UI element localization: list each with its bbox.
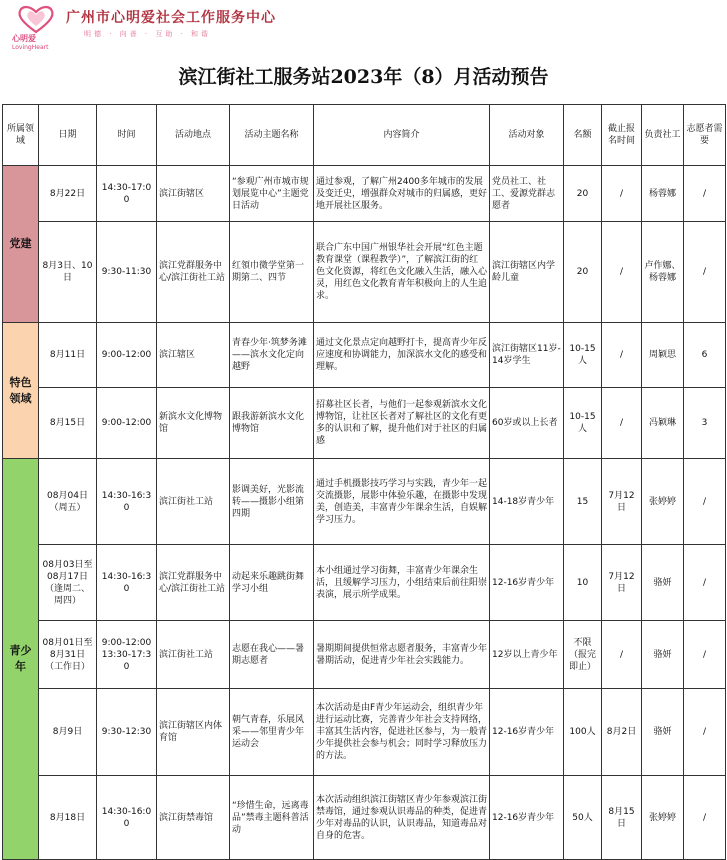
- intro-cell: 本小组通过学习街舞，丰富青少年课余生活，且缓解学习压力，小组结束后前往阳崇表演，展示所学成果。: [314, 545, 490, 621]
- place-cell: 新滨水文化博物馆: [157, 388, 230, 459]
- date-cell: 08月04日（周五）: [39, 459, 97, 545]
- place-cell: 滨江街社工站: [157, 459, 230, 545]
- intro-cell: 暑期期间提供恒常志愿者服务，丰富青少年暑期活动，促进青少年社会实践能力。: [314, 621, 490, 689]
- place-cell: 滨江街辖区: [157, 166, 230, 222]
- table-row: [3, 166, 726, 222]
- time-cell: 14:30-17:00: [97, 166, 157, 222]
- date-cell: 8月18日: [39, 776, 97, 860]
- date-cell: 8月22日: [39, 166, 97, 222]
- worker-cell: 卢作娜、杨蓉娜: [642, 222, 684, 323]
- table-row: [3, 388, 726, 459]
- target-cell: 滨江街辖区11岁-14岁学生: [490, 323, 564, 388]
- time-cell: 9:30-11:30: [97, 222, 157, 323]
- intro-cell: 通过文化景点定向越野打卡，提高青少年反应速度和协调能力，加深滨水文化的感受和理解。: [314, 323, 490, 388]
- time-cell: 9:30-12:30: [97, 689, 157, 776]
- quota-cell: 10: [564, 545, 602, 621]
- quota-cell: 不限（报完即止）: [564, 621, 602, 689]
- worker-cell: 杨蓉娜: [642, 166, 684, 222]
- activity-table: [2, 104, 726, 860]
- column-header: 所属领域: [3, 105, 39, 166]
- volunteers-cell: /: [684, 621, 726, 689]
- table-row: [3, 545, 726, 621]
- target-cell: 党员社工、社工、爱源党群志愿者: [490, 166, 564, 222]
- worker-cell: 张婷婷: [642, 459, 684, 545]
- worker-cell: 冯颖琳: [642, 388, 684, 459]
- table-row: [3, 323, 726, 388]
- table-row: [3, 459, 726, 545]
- intro-cell: 本次活动是由F青少年运动会，组织青少年进行运动比赛，完善青少年社会支持网络，丰富其生活内容，促进社区参与，为一般青少年提供社会参与机会；同时学习释放压力的方法。: [314, 689, 490, 776]
- table-row: [3, 689, 726, 776]
- column-header: 志愿者需要: [684, 105, 726, 166]
- intro-cell: 联合广东中国广州银华社会开展“红色主题教育课堂（课程教学）”，了解滨江街的红色文化资源，将红色文化融入生活，融入心灵，用红色文化教育青年积极向上的人生追求。: [314, 222, 490, 323]
- time-cell: 14:30-16:30: [97, 459, 157, 545]
- theme-cell: “参观广州市城市规划展览中心”主题党日活动: [230, 166, 314, 222]
- page-header: [0, 0, 727, 58]
- category-cell: 党建: [3, 166, 39, 323]
- quota-cell: 20: [564, 222, 602, 323]
- table-row: [3, 776, 726, 860]
- quota-cell: 50人: [564, 776, 602, 860]
- logo: [8, 4, 62, 52]
- volunteers-cell: /: [684, 166, 726, 222]
- deadline-cell: /: [602, 621, 642, 689]
- volunteers-cell: /: [684, 689, 726, 776]
- time-cell: 9:00-12:00: [97, 388, 157, 459]
- deadline-cell: 7月12日: [602, 545, 642, 621]
- volunteers-cell: 3: [684, 388, 726, 459]
- quota-cell: 100人: [564, 689, 602, 776]
- target-cell: 14-18岁青少年: [490, 459, 564, 545]
- column-header: 截止报名时间: [602, 105, 642, 166]
- target-cell: 滨江街辖区内学龄儿童: [490, 222, 564, 323]
- quota-cell: 10-15人: [564, 323, 602, 388]
- table-header-row: [3, 105, 726, 166]
- column-header: 时间: [97, 105, 157, 166]
- intro-cell: 通过参观，了解广州2400多年城市的发展及变迁史，增强群众对城市的归属感，更好地开展社区服务。: [314, 166, 490, 222]
- quota-cell: 15: [564, 459, 602, 545]
- intro-cell: 招募社区长者，与他们一起参观新滨水文化博物馆，让社区长者对了解社区的文化有更多的认识和了解，提升他们对于社区的归属感: [314, 388, 490, 459]
- theme-cell: “珍惜生命，远离毒品”禁毒主题科普活动: [230, 776, 314, 860]
- worker-cell: 骆妍: [642, 621, 684, 689]
- deadline-cell: /: [602, 323, 642, 388]
- time-cell: 14:30-16:00: [97, 776, 157, 860]
- time-cell: 9:00-12:00: [97, 323, 157, 388]
- page-title: 滨江街社工服务站2023年（8）月活动预告: [178, 66, 549, 88]
- category-cell: 青少年: [3, 459, 39, 860]
- column-header: 日期: [39, 105, 97, 166]
- time-cell: 9:00-12:00 13:30-17:30: [97, 621, 157, 689]
- place-cell: 滨江街社工站: [157, 621, 230, 689]
- volunteers-cell: 6: [684, 323, 726, 388]
- quota-cell: 20: [564, 166, 602, 222]
- date-cell: 08月01日至8月31日（工作日）: [39, 621, 97, 689]
- place-cell: 滨江街禁毒馆: [157, 776, 230, 860]
- column-header: 活动对象: [490, 105, 564, 166]
- place-cell: 滨江街辖区内体育馆: [157, 689, 230, 776]
- date-cell: 8月11日: [39, 323, 97, 388]
- column-header: 活动主题名称: [230, 105, 314, 166]
- quota-cell: 10-15人: [564, 388, 602, 459]
- theme-cell: 红領巾微学堂第一期第二、四节: [230, 222, 314, 323]
- category-cell: 特色领域: [3, 323, 39, 459]
- theme-cell: 跟我游新滨水文化博物馆: [230, 388, 314, 459]
- column-header: 活动地点: [157, 105, 230, 166]
- deadline-cell: 7月12日: [602, 459, 642, 545]
- deadline-cell: 8月2日: [602, 689, 642, 776]
- intro-cell: 本次活动组织滨江街辖区青少年参观滨江街禁毒馆，通过参观认识毒品的种类，促进青少年对毒品的认识，认识毒品，知道毒品对自身的危害。: [314, 776, 490, 860]
- worker-cell: 张婷婷: [642, 776, 684, 860]
- theme-cell: 动起来乐趣跳街舞学习小组: [230, 545, 314, 621]
- worker-cell: 骆妍: [642, 545, 684, 621]
- theme-cell: 青春少年·筑梦务滩——滨水文化定向越野: [230, 323, 314, 388]
- deadline-cell: 8月15日: [602, 776, 642, 860]
- theme-cell: 朝气青春，乐展风采——邻里青少年运动会: [230, 689, 314, 776]
- logo-english-text: LovingHeart: [12, 44, 49, 51]
- place-cell: 滨江党群服务中心/滨江街社工站: [157, 222, 230, 323]
- target-cell: 12-16岁青少年: [490, 776, 564, 860]
- date-cell: 08月03日至08月17日（逢周二、周四）: [39, 545, 97, 621]
- column-header: 内容简介: [314, 105, 490, 166]
- date-cell: 8月3日、10日: [39, 222, 97, 323]
- date-cell: 8月9日: [39, 689, 97, 776]
- target-cell: 12-16岁青少年: [490, 545, 564, 621]
- organization-name: 广州市心明爱社会工作服务中心: [66, 10, 276, 26]
- heart-logo-icon: [16, 4, 56, 34]
- volunteers-cell: /: [684, 776, 726, 860]
- worker-cell: 骆妍: [642, 689, 684, 776]
- deadline-cell: /: [602, 222, 642, 323]
- column-header: 负责社工: [642, 105, 684, 166]
- column-header: 名额: [564, 105, 602, 166]
- deadline-cell: /: [602, 166, 642, 222]
- intro-cell: 通过手机摄影技巧学习与实践，青少年一起交流摄影，展影中体验乐趣，在摄影中发现美，创造美，丰富青少年课余生活，自娱解学习压力。: [314, 459, 490, 545]
- volunteers-cell: /: [684, 222, 726, 323]
- theme-cell: 志愿在我心——暑期志愿者: [230, 621, 314, 689]
- volunteers-cell: /: [684, 545, 726, 621]
- place-cell: 滨江辖区: [157, 323, 230, 388]
- target-cell: 12-16岁青少年: [490, 689, 564, 776]
- table-row: [3, 222, 726, 323]
- place-cell: 滨江党群服务中心/滨江街社工站: [157, 545, 230, 621]
- organization-slogan: 明德 · 向善 · 互助 · 和谐: [84, 30, 212, 38]
- volunteers-cell: /: [684, 459, 726, 545]
- date-cell: 8月15日: [39, 388, 97, 459]
- logo-chinese-text: 心明爱: [12, 34, 36, 43]
- table-row: [3, 621, 726, 689]
- theme-cell: 影调美好，光影流转——摄影小组第四期: [230, 459, 314, 545]
- deadline-cell: /: [602, 388, 642, 459]
- target-cell: 60岁或以上长者: [490, 388, 564, 459]
- time-cell: 14:30-16:30: [97, 545, 157, 621]
- worker-cell: 周颖思: [642, 323, 684, 388]
- target-cell: 12岁以上青少年: [490, 621, 564, 689]
